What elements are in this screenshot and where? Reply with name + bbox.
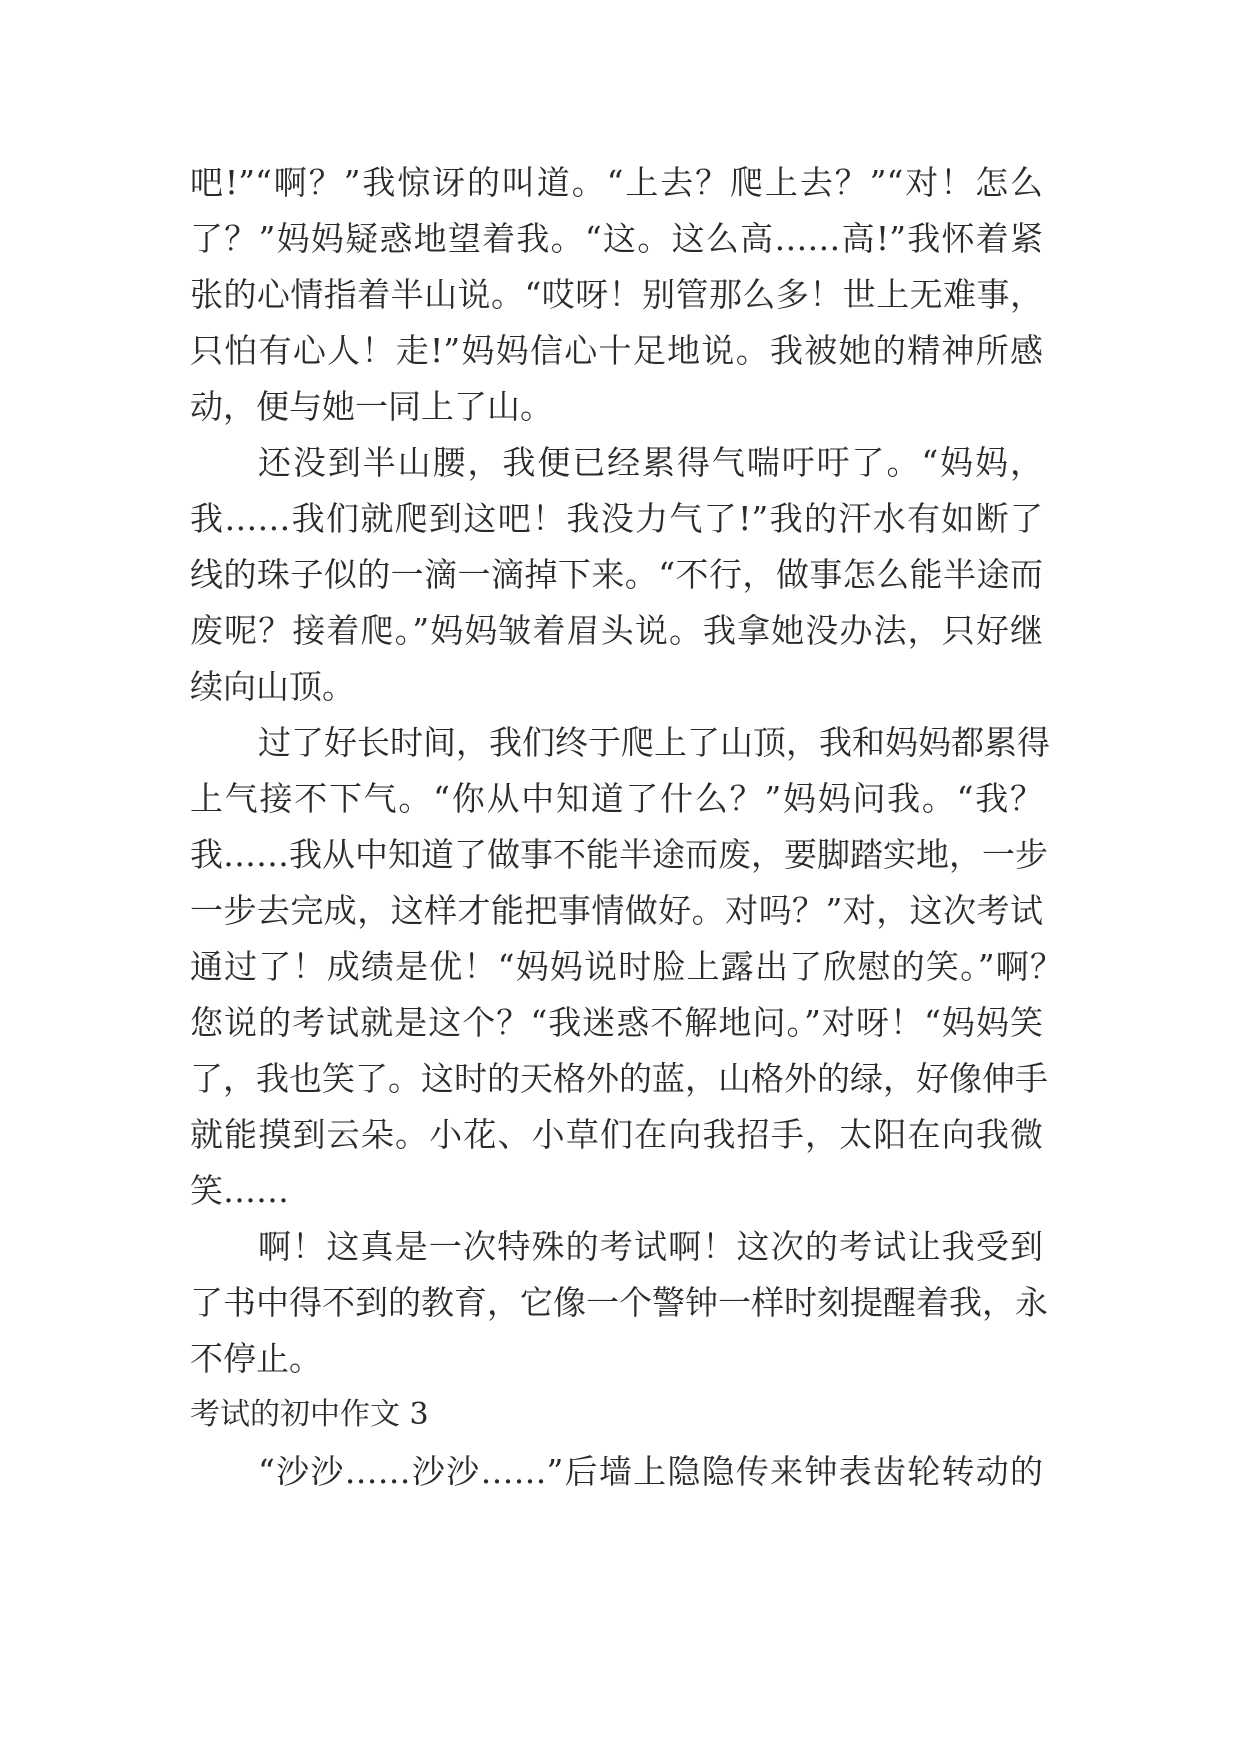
text-line: 还没到半山腰，我便已经累得气喘吁吁了。“妈妈， xyxy=(258,443,1043,482)
text-line: 废呢？接着爬。”妈妈皱着眉头说。我拿她没办法，只好继 xyxy=(190,611,1043,650)
text-line: 续向山顶。 xyxy=(190,667,355,706)
text-line: 张的心情指着半山说。“哎呀！别管那么多！世上无难事， xyxy=(190,275,1043,314)
text-line: “沙沙……沙沙……”后墙上隐隐传来钟表齿轮转动的 xyxy=(258,1452,1043,1491)
text-line: 过了好长时间，我们终于爬上了山顶，我和妈妈都累得 xyxy=(258,723,1050,762)
text-line: 只怕有心人！走!”妈妈信心十足地说。我被她的精神所感 xyxy=(190,331,1043,370)
text-line: 就能摸到云朵。小花、小草们在向我招手，太阳在向我微 xyxy=(190,1115,1043,1154)
text-line: 线的珠子似的一滴一滴掉下来。“不行，做事怎么能半途而 xyxy=(190,555,1043,594)
text-line: 笑…… xyxy=(190,1171,289,1210)
text-line: 了，我也笑了。这时的天格外的蓝，山格外的绿，好像伸手 xyxy=(190,1059,1048,1098)
text-line: 吧!”“啊？”我惊讶的叫道。“上去？爬上去？”“对！怎么 xyxy=(190,163,1043,202)
text-line: 上气接不下气。“你从中知道了什么？”妈妈问我。“我？ xyxy=(190,779,1043,818)
text-line: 啊！这真是一次特殊的考试啊！这次的考试让我受到 xyxy=(258,1227,1043,1266)
text-line: 您说的考试就是这个？“我迷惑不解地问。”对呀！“妈妈笑 xyxy=(190,1003,1043,1042)
text-line: 了？”妈妈疑惑地望着我。“这。这么高……高!”我怀着紧 xyxy=(190,219,1043,258)
section-title: 考试的初中作文 3 xyxy=(190,1397,429,1432)
text-line: 动，便与她一同上了山。 xyxy=(190,387,553,426)
text-line: 我……我从中知道了做事不能半途而废，要脚踏实地，一步 xyxy=(190,835,1048,874)
text-line: 我……我们就爬到这吧！我没力气了!”我的汗水有如断了 xyxy=(190,499,1043,538)
text-line: 一步去完成，这样才能把事情做好。对吗？”对，这次考试 xyxy=(190,891,1043,930)
text-line: 了书中得不到的教育，它像一个警钟一样时刻提醒着我，永 xyxy=(190,1283,1048,1322)
text-line: 不停止。 xyxy=(190,1339,322,1378)
text-line: 通过了！成绩是优！“妈妈说时脸上露出了欣慰的笑。”啊？ xyxy=(190,947,1063,986)
